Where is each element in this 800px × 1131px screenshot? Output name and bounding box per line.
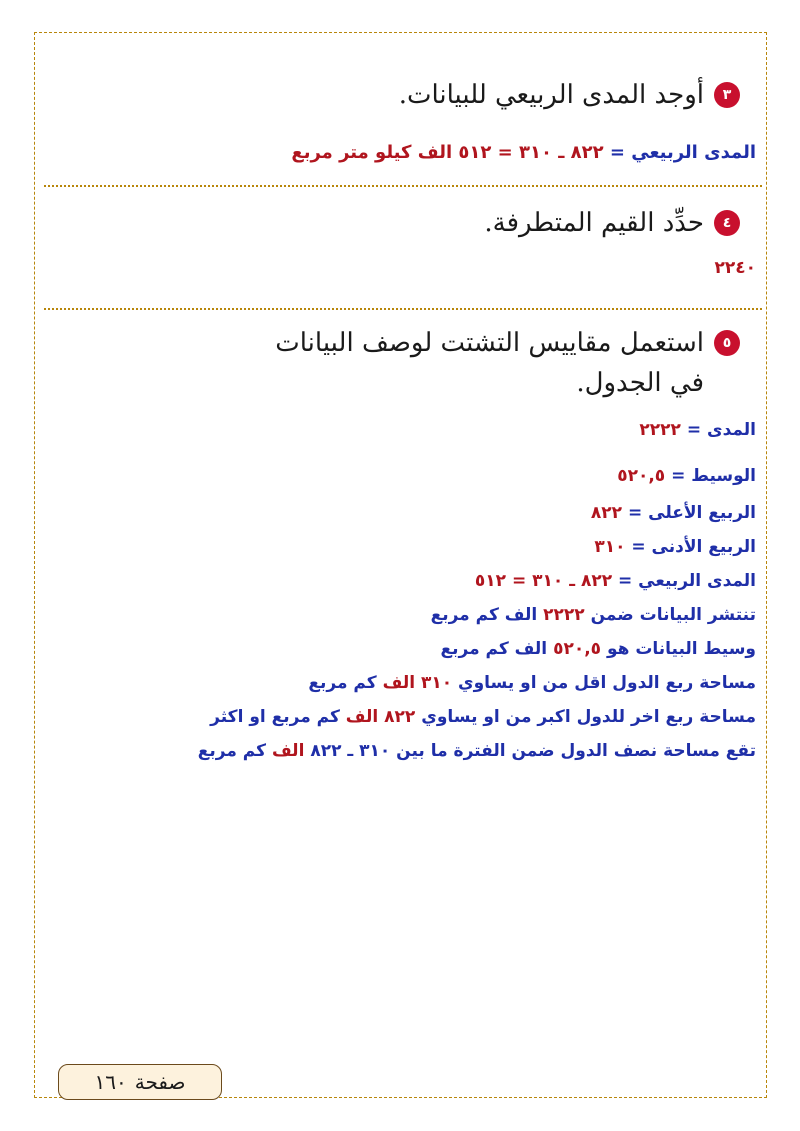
question-4 — [484, 208, 740, 238]
summary-line — [308, 673, 756, 693]
summary-value: الف — [271, 741, 305, 761]
question-text: حدِّد القيم المتطرفة. — [484, 208, 704, 238]
stat-line — [475, 571, 756, 591]
stat-value: ٣١٠ — [594, 537, 626, 557]
answer-value: ٨٢٢ ـ ٣١٠ = ٥١٢ الف كيلو متر مربع — [291, 142, 604, 163]
summary-value: ٢٢٢٢ — [543, 605, 585, 625]
question-3 — [399, 80, 740, 110]
question-number-badge: ٣ — [714, 82, 740, 108]
question-5 — [275, 328, 740, 358]
summary-text: وسيط البيانات هو — [606, 639, 756, 659]
summary-unit: الف كم مربع — [440, 639, 548, 659]
stat-label: المدى = — [686, 420, 756, 440]
summary-line — [441, 639, 756, 659]
answer-label: المدى الربيعي = — [609, 142, 756, 163]
summary-unit: الف كم مربع — [430, 605, 538, 625]
stat-value: ٢٢٢٢ — [639, 420, 681, 440]
summary-value: ٣١٠ الف — [382, 673, 453, 693]
stat-line — [591, 503, 756, 523]
summary-line — [198, 741, 756, 761]
question-text: استعمل مقاييس التشتت لوصف البيانات — [275, 328, 704, 358]
question-number-badge: ٥ — [714, 330, 740, 356]
summary-unit: كم مربع او اكثر — [210, 707, 340, 727]
stat-label: الربيع الأدنى = — [631, 537, 756, 557]
summary-text: تنتشر البيانات ضمن — [590, 605, 756, 625]
stat-value: ٨٢٢ — [590, 503, 623, 523]
page-number-badge — [58, 1064, 222, 1100]
summary-line — [431, 605, 756, 625]
summary-value: ٨٢٢ الف — [345, 707, 416, 727]
section-divider — [44, 185, 762, 187]
stat-line — [594, 537, 756, 557]
page-number: ١٦٠ — [94, 1070, 127, 1094]
stat-line — [617, 466, 756, 486]
summary-text: تقع مساحة نصف الدول ضمن الفترة ما بين ٣١٠ ـ ٨٢٢ — [310, 741, 756, 761]
question-text: أوجد المدى الربيعي للبيانات. — [398, 80, 704, 110]
stat-label: الربيع الأعلى = — [627, 503, 756, 523]
summary-text: مساحة ربع اخر للدول اكبر من او يساوي — [421, 707, 756, 727]
stat-label: المدى الربيعي = — [618, 571, 756, 591]
section-divider — [44, 308, 762, 310]
summary-value: ٥٢٠,٥ — [553, 639, 602, 659]
stat-value: ٨٢٢ ـ ٣١٠ = ٥١٢ — [474, 571, 613, 591]
question-text-continued: في الجدول. — [576, 368, 704, 398]
summary-unit: كم مربع — [197, 741, 267, 761]
q3-answer — [291, 142, 756, 163]
question-number-badge: ٤ — [714, 210, 740, 236]
stat-label: الوسيط = — [671, 466, 756, 486]
q4-answer: ٢٢٤٠ — [714, 258, 756, 278]
page-border — [34, 32, 767, 1098]
summary-line — [210, 707, 756, 727]
stat-value: ٥٢٠,٥ — [617, 466, 666, 486]
summary-unit: كم مربع — [308, 673, 377, 693]
summary-text: مساحة ربع الدول اقل من او يساوي — [458, 673, 756, 693]
stat-line — [639, 420, 756, 440]
page-label: صفحة — [134, 1070, 186, 1094]
